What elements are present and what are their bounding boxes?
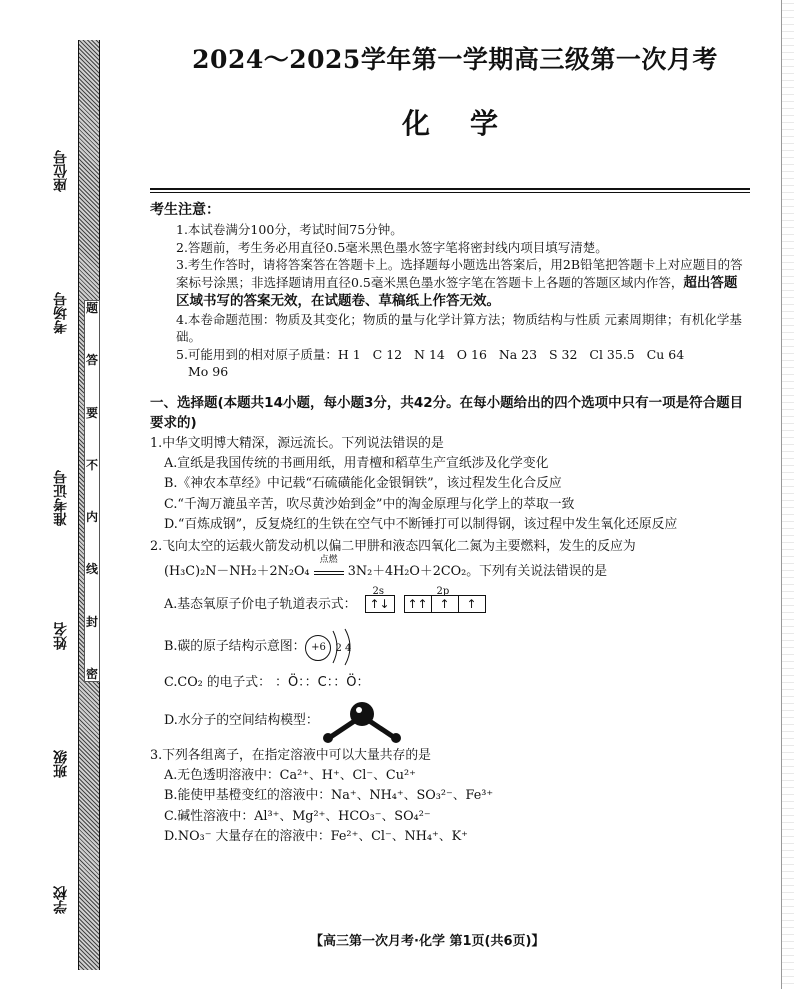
divider [150, 192, 750, 193]
notice-item: 4.本卷命题范围：物质及其变化；物质的量与化学计算方法；物质结构与性质 元素周期律；有机化学基础。 [176, 311, 742, 344]
q2-option-a-text: A.基态氧原子价电子轨道表示式： [164, 596, 357, 612]
orbital-gap [394, 595, 404, 613]
q2-option-a [150, 586, 750, 616]
binding-char: 题 [85, 301, 98, 315]
question-2-stem: 2.飞向太空的运载火箭发动机以偏二甲肼和液态四氧化二氮为主要燃料，发生的反应为 [150, 538, 636, 554]
equals-sign [314, 571, 344, 575]
seat-field [48, 150, 74, 192]
lewis-structure: ：Ö：：C：：Ö： [274, 675, 370, 690]
nucleus: +6 [305, 635, 331, 661]
notice-item-text: 3.考生作答时，请将答案答在答题卡上。选择题每小题选出答案后，用2B铅笔把答题卡上对应题目的答案标号涂黑；非选择题请用直径0.5毫米黑色墨水签字笔在答题卡上各题的答题区域内作答， [176, 257, 743, 290]
water-molecule-model [319, 700, 405, 744]
equation-right: 3N₂＋4H₂O＋2CO₂。下列有关说法错误的是 [347, 563, 608, 579]
q2-option-c [150, 673, 750, 694]
school-label: 学校 [53, 886, 69, 914]
orbital-2p-box: ↑↑ [404, 595, 432, 613]
orbital-2p-box: ↑ [431, 595, 459, 613]
notice-item: 2.答题前，考生务必用直径0.5毫米黑色墨水签字笔将密封线内项目填写清楚。 [176, 239, 608, 255]
q1-option-a: A.宣纸是我国传统的书画用纸，用青檀和稻草生产宣纸涉及化学变化 [164, 455, 549, 471]
q2-option-b-text: B.碳的原子结构示意图： [164, 638, 306, 654]
q3-option-c: C.碱性溶液中：Al³⁺、Mg²⁺、HCO₃⁻、SO₄²⁻ [164, 808, 431, 824]
class-field [48, 750, 74, 778]
atom-structure-diagram [305, 627, 365, 667]
binding-char: 密 [85, 666, 98, 681]
q1-option-d: D.“百炼成钢”，反复烧红的生铁在空气中不断锤打可以制得钢，该过程中发生氧化还原反应 [164, 517, 678, 532]
orbital-2p-label: 2p [436, 586, 450, 597]
notice-item [176, 256, 750, 311]
torn-edge [781, 0, 794, 989]
shell-electrons: 2 4 [335, 643, 352, 654]
section-heading: 一、选择题(本题共14小题，每小题3分，共42分。在每小题给出的四个选项中只有一项是符合题目要求的) [150, 394, 744, 431]
q2-option-d-text: D.水分子的空间结构模型： [164, 713, 319, 729]
q2-option-d [150, 700, 750, 744]
subject-title: 化学 [401, 107, 538, 140]
divider [150, 188, 750, 190]
question-3-stem: 3.下列各组离子，在指定溶液中可以大量共存的是 [150, 747, 431, 763]
exam-content [150, 40, 750, 848]
notice-item-emphasis: 超出答题区域书写的答案无效，在试题卷、草稿纸上作答无效。 [176, 274, 738, 309]
exam-title: 2024～2025学年第一学期高三级第一次月考 [192, 45, 718, 74]
notice-item: 5.可能用到的相对原子质量：H 1 C 12 N 14 O 16 Na 23 S 32 Cl 35.5 Cu 64 [176, 346, 685, 362]
q2-option-b [150, 627, 750, 667]
orbital-2p-box: ↑ [458, 595, 486, 613]
q2-equation [150, 554, 750, 587]
notice-list [176, 221, 750, 381]
q1-option-c: C.“千淘万漉虽辛苦，吹尽黄沙始到金”中的淘金原理与化学上的萃取一致 [164, 496, 575, 512]
class-label: 班级 [53, 750, 69, 778]
binding-char: 内 [85, 510, 98, 525]
exam-room-field [48, 292, 74, 334]
orbital-diagram [365, 586, 485, 613]
q3-option-a: A.无色透明溶液中：Ca²⁺、H⁺、Cl⁻、Cu²⁺ [164, 767, 416, 783]
exam-room-label: 考场号 [53, 292, 69, 334]
page-footer: 【高三第一次月考·化学 第1页(共6页)】 [310, 934, 545, 949]
binding-char: 线 [85, 562, 98, 577]
side-fields [48, 60, 74, 940]
reaction-condition: 点燃 [319, 554, 338, 565]
admission-field [48, 470, 74, 526]
q3-option-d: D.NO₃⁻ 大量存在的溶液中：Fe²⁺、Cl⁻、NH₄⁺、K⁺ [164, 829, 468, 844]
name-label: 姓名 [53, 622, 69, 650]
binding-char: 封 [85, 614, 98, 629]
school-field [48, 886, 74, 914]
q1-option-b: B.《神农本草经》中记载“石硫磺能化金银铜铁”，该过程发生化合反应 [164, 476, 562, 491]
q2-option-c-text: C.CO₂ 的电子式： [164, 675, 271, 690]
name-field [48, 622, 74, 650]
question-1-stem: 1.中华文明博大精深，源远流长。下列说法错误的是 [150, 435, 444, 451]
orbital-2s-box: ↑↓ [365, 595, 395, 613]
binding-warning [84, 300, 100, 682]
notice-item: Mo 96 [188, 364, 229, 379]
equation-left: (H₃C)₂N－NH₂＋2N₂O₄ [164, 563, 310, 579]
reaction-arrow [314, 554, 344, 575]
q3-option-b: B.能使甲基橙变红的溶液中：Na⁺、NH₄⁺、SO₃²⁻、Fe³⁺ [164, 788, 494, 803]
binding-char: 答 [85, 353, 98, 368]
seat-label: 座位号 [53, 150, 69, 192]
binding-char: 不 [85, 457, 98, 472]
orbital-2s-label: 2s [372, 586, 385, 597]
notice-item: 1.本试卷满分100分，考试时间75分钟。 [176, 222, 403, 237]
notice-heading: 考生注意： [150, 202, 220, 218]
binding-char: 要 [85, 405, 98, 420]
admission-label: 准考证号 [53, 470, 69, 526]
